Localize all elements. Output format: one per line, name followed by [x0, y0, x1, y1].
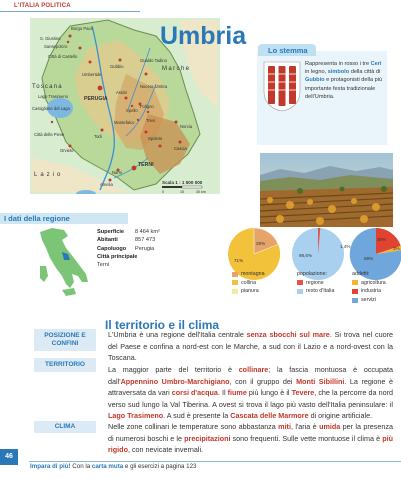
tag-posizione: POSIZIONE E CONFINI — [34, 329, 96, 351]
map-scale-tick: 30 km — [196, 190, 206, 194]
pie-label: 1,4% — [340, 244, 351, 249]
map-label: Norcia — [180, 124, 193, 129]
map-label: Spoleto — [148, 136, 163, 141]
legend-item: montagna — [232, 270, 265, 279]
stats-block — [97, 228, 160, 269]
map-label: Sansepolcro — [44, 44, 68, 49]
map-label: Trevi — [146, 118, 156, 123]
legend-item: regione — [297, 279, 334, 288]
map-label: Orvieto — [60, 148, 74, 153]
legend-item: agricoltura — [352, 279, 386, 288]
legend-heading: addetti: — [352, 271, 370, 277]
header-rule — [0, 11, 140, 12]
map-label: Umbertide — [82, 72, 102, 77]
map-label: Lazio — [34, 172, 64, 178]
page-title: Umbria — [160, 22, 247, 50]
paragraph-posizione: L'Umbria è una regione dell'Italia centrale senza sbocchi sul mare. Si trova nel cuore del Paese e confina a nord-est con le Marche, a sud con il Lazio e a nord-ovest con la Toscana. — [108, 330, 393, 363]
map-label: Lago Trasimeno — [38, 94, 69, 99]
map-scale-tick: 15 — [180, 190, 184, 194]
paragraph-clima: Nelle zone collinari le temperature sono abbastanza miti, l'aria è umida per la presenza di numerosi boschi e le precipitazioni sono frequenti. Sulle vette montuose il clima è più rigido, con nevicate invernali. — [108, 422, 393, 455]
tag-clima: CLIMA — [34, 421, 96, 433]
map-label: Gualdo Tadino — [140, 58, 167, 63]
landscape-photo — [260, 153, 393, 227]
map-label: Narni — [112, 170, 123, 175]
page-number: 46 — [0, 449, 18, 465]
pie-label: 71% — [234, 258, 244, 263]
pie-label: 29% — [256, 241, 266, 246]
dati-title: I dati della regione — [4, 214, 70, 223]
map-label: Assisi — [116, 90, 127, 95]
tag-territorio: TERRITORIO — [34, 358, 96, 372]
map-label: Castiglione del Lago — [32, 106, 70, 111]
map-label: Città della Pieve — [34, 132, 65, 137]
legend-heading: popolazione: — [297, 271, 328, 277]
map-label: Marche — [162, 66, 191, 72]
pie-label: 30% — [377, 237, 387, 242]
legend-item: resto d'Italia — [297, 287, 334, 296]
map-label: Spello — [126, 108, 138, 113]
pie-label: 3% — [393, 246, 400, 251]
stat-row: Terni — [97, 262, 110, 269]
pie-label: 69% — [364, 256, 374, 261]
map-label: Toscana — [32, 84, 63, 90]
map-label: Foligno — [140, 104, 154, 109]
italy-locator-map — [32, 226, 92, 302]
map-label: Borgo Pace — [71, 26, 93, 31]
legend-employment — [352, 270, 386, 304]
stat-row: Abitanti 857 473 — [97, 237, 156, 244]
stat-row: Capoluogo Perugia — [97, 245, 155, 252]
pie-label: 98,6% — [299, 253, 313, 258]
legend-territory — [232, 270, 265, 296]
legend-item: collina — [232, 279, 265, 288]
legend-item: industria — [352, 287, 386, 296]
coat-of-arms-icon — [262, 60, 302, 112]
stemma-text: Rappresenta in rosso i tre Ceri in legno, simbolo della città di Gubbio e protagonisti della più importante festa tradizionale dell'Umbria. — [305, 61, 383, 100]
map-label: Montefalco — [114, 120, 135, 125]
map-label: PERUGIA — [84, 96, 108, 102]
stemma-title: Lo stemma — [268, 46, 308, 55]
legend-item: servizi — [352, 296, 386, 305]
footer-rule — [29, 461, 401, 462]
legend-item: pianura — [232, 287, 265, 296]
stat-row: Superficie 8 464 km² — [97, 229, 160, 235]
legend-population — [297, 270, 334, 296]
map-label: Todi — [94, 134, 102, 139]
map-label: Cascia — [174, 146, 187, 151]
section-header: L'ITALIA POLITICA — [14, 3, 71, 9]
map-label: Città di Castello — [48, 54, 78, 59]
map-label: TERNI — [138, 162, 154, 168]
map-label: Gubbio — [110, 64, 124, 69]
paragraph-territorio: La maggior parte del territorio è collinare; la fascia montuosa è occupata dall'Appennino Umbro-Marchigiano, con il gruppo dei Monti Sibillini. La regione è attraversata da vari corsi d'acqua. Il fiume più lungo è il Tevere, che la percorre da nord verso sud lungo la Val Tiberina. A ovest si trova il lago più vasto dell'Italia peninsulare: il Lago Trasimeno. A sud è presente la Cascata delle Marmore di origine artificiale. — [108, 365, 393, 421]
map-label: Amelia — [100, 182, 113, 187]
footer-note[interactable]: Impara di più! Con la carta muta e gli esercizi a pagina 123 — [30, 463, 197, 470]
map-scale-tick: 0 — [162, 190, 164, 194]
map-scale-text: Scala 1 : 1 500 000 — [162, 180, 203, 185]
map-label: Nocera Umbra — [140, 84, 168, 89]
stat-row: Città principale — [97, 253, 138, 260]
map-label: S. Giustino — [40, 36, 61, 41]
section-title: Il territorio e il clima — [105, 318, 220, 332]
